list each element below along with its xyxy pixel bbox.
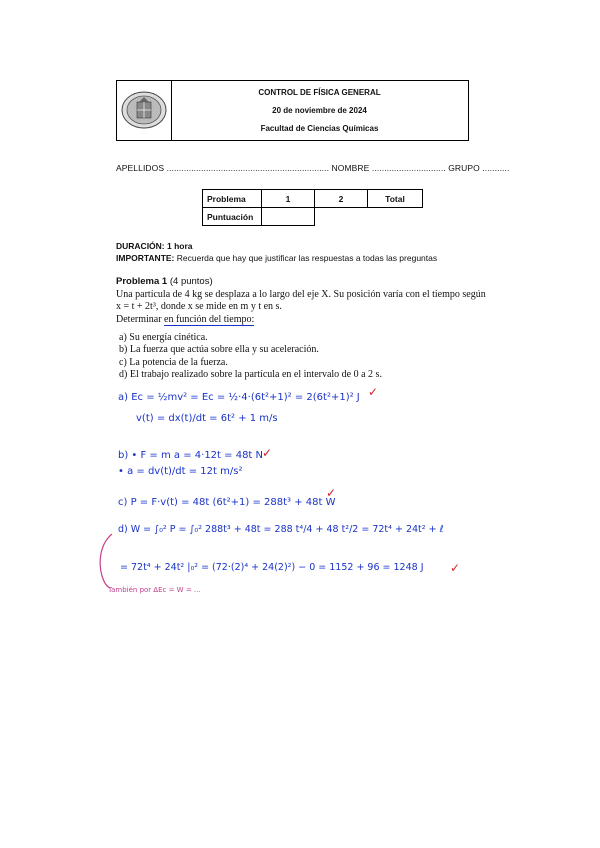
statement-line-3	[116, 314, 496, 326]
check-mark-icon: ✓	[326, 486, 337, 500]
problem-points: (4 puntos)	[169, 276, 213, 287]
check-mark-icon: ✓	[262, 446, 273, 460]
col-1: 1	[262, 190, 315, 208]
exam-title: CONTROL DE FÍSICA GENERAL	[258, 88, 381, 98]
check-mark-icon: ✓	[450, 561, 461, 575]
problem-statement	[116, 289, 496, 326]
item-b: b) La fuerza que actúa sobre ella y su aceleración.	[119, 344, 319, 356]
statement-line-2: x = t + 2t³, donde x se mide en m y t en s.	[116, 301, 282, 313]
problem-items	[119, 332, 382, 381]
answer-a-line-1: a) Ec = ½mv² = Ec = ½·4·(6t²+1)² = 2(6t²+1)² J	[118, 392, 360, 403]
side-note: También por ∆Ec = W = ...	[108, 586, 201, 594]
answer-c-line-1: c) P = F·v(t) = 48t (6t²+1) = 288t³ + 48t W	[118, 497, 336, 508]
item-a: a) Su energía cinética.	[119, 332, 208, 343]
answer-b-line-1: b) • F = m a = 4·12t = 48t N	[118, 450, 264, 461]
col-total: Total	[368, 190, 423, 208]
problem-title	[116, 276, 213, 287]
student-fields: APELLIDOS .................................................................. NOMBRE .............................. GRUPO ...........	[116, 163, 510, 173]
statement-prefix: Determinar	[116, 313, 165, 325]
university-seal	[117, 81, 172, 140]
col-2: 2	[315, 190, 368, 208]
bracket-icon	[96, 532, 116, 592]
exam-date: 20 de noviembre de 2024	[272, 105, 367, 115]
answer-b-line-2: • a = dv(t)/dt = 12t m/s²	[118, 466, 243, 477]
header-text	[171, 81, 468, 140]
important-note	[116, 253, 437, 263]
problem-number: Problema 1	[116, 276, 168, 287]
answer-d-line-1: d) W = ∫₀² P = ∫₀² 288t³ + 48t = 288 t⁴/4 + 48 t²/2 = 72t⁴ + 24t² + ℓ	[118, 524, 444, 535]
faculty-name: Facultad de Ciencias Químicas	[260, 123, 379, 133]
score-cell-1	[262, 208, 315, 226]
university-seal-icon	[117, 81, 171, 140]
important-text: Recuerda que hay que justificar las respuestas a todas las preguntas	[174, 253, 438, 263]
row-puntuacion: Puntuación	[203, 208, 262, 226]
score-table	[202, 189, 423, 226]
answer-a-line-2: v(t) = dx(t)/dt = 6t² + 1 m/s	[136, 413, 278, 424]
duration: DURACIÓN: 1 hora	[116, 241, 193, 251]
score-header-row	[203, 190, 423, 208]
score-row	[203, 208, 423, 226]
check-mark-icon: ✓	[368, 385, 379, 399]
important-label: IMPORTANTE:	[116, 253, 175, 263]
statement-underlined: en función del tiempo:	[164, 313, 255, 325]
col-problema: Problema	[203, 190, 262, 208]
answer-d-line-2: = 72t⁴ + 24t² |₀² = (72·(2)⁴ + 24(2)²) − 0 = 1152 + 96 = 1248 J	[120, 562, 424, 573]
exam-header	[116, 80, 469, 141]
item-c: c) La potencia de la fuerza.	[119, 356, 228, 368]
item-d: d) El trabajo realizado sobre la partícula en el intervalo de 0 a 2 s.	[119, 368, 382, 380]
statement-line-1: Una partícula de 4 kg se desplaza a lo largo del eje X. Su posición varía con el tiempo según	[116, 289, 486, 300]
